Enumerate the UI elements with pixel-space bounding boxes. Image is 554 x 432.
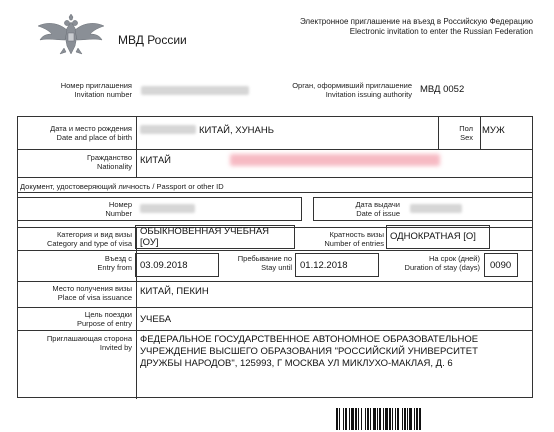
barcode-bar xyxy=(404,408,406,430)
barcode-bar xyxy=(392,408,393,430)
stay-until-box xyxy=(295,253,379,277)
barcode-bar xyxy=(370,408,371,430)
purpose-value: УЧЕБА xyxy=(140,314,172,325)
barcode-bar xyxy=(402,408,403,430)
birth-redacted xyxy=(140,125,196,134)
number-label: Номер Number xyxy=(105,200,132,218)
double-headed-eagle-icon xyxy=(36,14,106,58)
entry-from-label: Въезд с Entry from xyxy=(97,254,132,272)
sex-label: Пол Sex xyxy=(459,124,473,142)
barcode-bar xyxy=(367,408,369,430)
citizenship-redacted xyxy=(230,154,440,166)
barcode-bar xyxy=(397,408,399,430)
entries-box xyxy=(386,225,490,249)
barcode-bar xyxy=(414,408,415,430)
barcode-bar xyxy=(385,408,388,430)
visa-category-value: ОБЫКНОВЕННАЯ УЧЕБНАЯ [ОУ] xyxy=(140,226,270,248)
mvd-emblem xyxy=(36,14,106,58)
issue-date-label: Дата выдачи Date of issue xyxy=(355,200,400,218)
barcode-bar xyxy=(373,408,376,430)
document-label: Документ, удостоверяющий личность / Passport or other ID xyxy=(20,182,224,191)
citizenship-label: Гражданство Nationality xyxy=(87,153,132,171)
inviter-label: Приглашающая сторона Invited by xyxy=(46,334,132,352)
barcode-bar xyxy=(383,408,384,430)
purpose-label: Цель поездки Purpose of entry xyxy=(76,310,132,328)
barcode-bar xyxy=(377,408,378,430)
visa-category-label: Категория и вид визы Category and type of visa xyxy=(46,230,132,248)
barcode-bar xyxy=(345,408,347,430)
barcode-icon xyxy=(336,408,496,430)
inviter-value: ФЕДЕРАЛЬНОЕ ГОСУДАРСТВЕННОЕ АВТОНОМНОЕ ОБРАЗОВАТЕЛЬНОЕ УЧРЕЖДЕНИЕ ВЫСШЕГО ОБРАЗОВАНИЯ "РОССИЙСКИЙ УНИВЕРСИТЕТ ДРУЖБЫ НАРОДОВ", 125993, Г МОСКВА УЛ МИКЛУХО-МАКЛАЯ, Д. 6 xyxy=(140,334,479,369)
duration-value: 0090 xyxy=(490,260,512,271)
invitation-number-redacted xyxy=(141,86,249,95)
barcode-bar xyxy=(355,408,357,430)
visa-category-box xyxy=(135,225,295,249)
birth-value: КИТАЙ, ХУНАНЬ xyxy=(199,125,274,136)
barcode-bar xyxy=(379,408,381,430)
barcode-bar xyxy=(409,408,412,430)
citizenship-value: КИТАЙ xyxy=(140,155,172,166)
invitation-number-label: Номер приглашения Invitation number xyxy=(60,81,132,99)
barcode-bar xyxy=(416,408,418,430)
entries-value: ОДНОКРАТНАЯ [О] xyxy=(390,231,476,242)
entry-from-box xyxy=(135,253,219,277)
birth-label: Дата и место рождения Date and place of birth xyxy=(50,124,132,142)
barcode-bar xyxy=(361,408,362,430)
barcode-bar xyxy=(395,408,396,430)
issue-date-redacted xyxy=(410,204,462,213)
barcode-bar xyxy=(351,408,354,430)
number-redacted xyxy=(140,204,195,213)
title-ru: Электронное приглашение на въезд в Российскую Федерацию xyxy=(299,17,533,26)
barcode-bar xyxy=(407,408,408,430)
stay-until-value: 01.12.2018 xyxy=(300,260,348,271)
barcode-bar xyxy=(336,408,338,430)
barcode-bar xyxy=(339,408,340,430)
entries-label: Кратность визы Number of entries xyxy=(324,230,384,248)
visa-place-label: Место получения визы Place of visa issuance xyxy=(52,284,132,302)
visa-place-value: КИТАЙ, ПЕКИН xyxy=(140,286,209,297)
entry-from-value: 03.09.2018 xyxy=(140,260,188,271)
duration-box xyxy=(484,253,518,277)
stay-until-label: Пребывание по Stay until xyxy=(237,254,292,272)
org-name: МВД России xyxy=(118,33,187,47)
issuing-authority-label: Орган, оформивший приглашение Invitation issuing authority xyxy=(292,81,412,99)
barcode-bar xyxy=(349,408,350,430)
barcode-bar xyxy=(358,408,359,430)
issuing-authority-value: МВД 0052 xyxy=(420,84,465,95)
barcode-bar xyxy=(389,408,391,430)
title-en: Electronic invitation to enter the Russian Federation xyxy=(349,27,533,36)
barcode-bar xyxy=(343,408,344,430)
sex-value: МУЖ xyxy=(482,125,505,136)
duration-label: На срок (дней) Duration of stay (days) xyxy=(404,254,480,272)
barcode-bar xyxy=(419,408,421,430)
barcode-bar xyxy=(365,408,366,430)
